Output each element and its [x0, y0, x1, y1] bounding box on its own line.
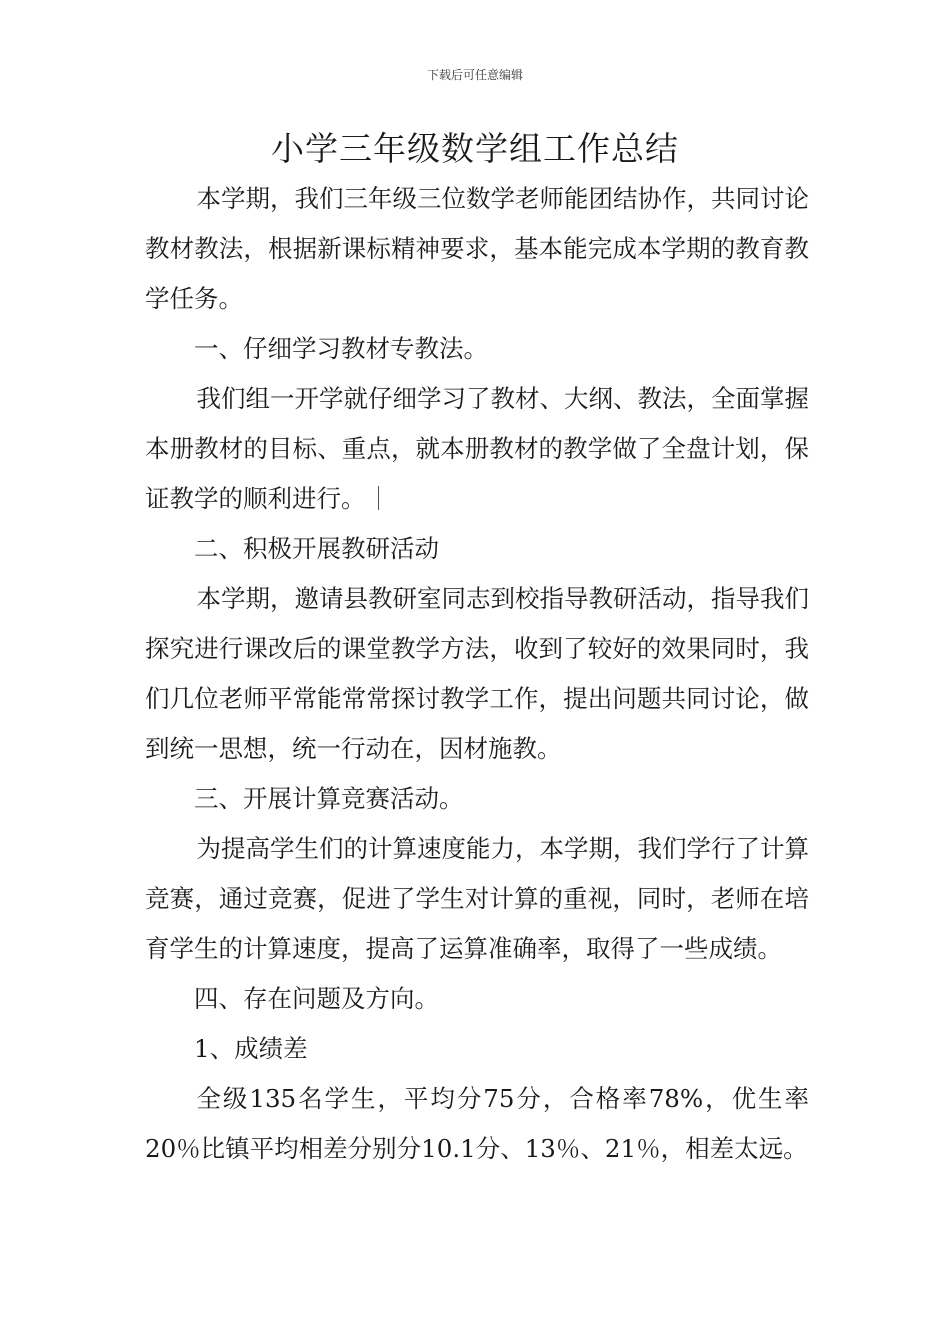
- section-1-paragraph: [145, 374, 809, 524]
- header-note: 下载后可任意编辑: [426, 68, 523, 82]
- section-2-heading: 二、积极开展教研活动: [194, 534, 439, 563]
- section-1-text: 我们组一开学就仔细学习了教材、大纲、教法，全面掌握本册教材的目标、重点，就本册教材的教学做了全盘计划，保证教学的顺利进行。: [145, 384, 809, 513]
- section-2-paragraph: 本学期，邀请县教研室同志到校指导教研活动，指导我们探究进行课改后的课堂教学方法，收到了较好的效果同时，我们几位老师平常能常常探讨教学工作，提出问题共同讨论，做到统一思想，统一行动在，因材施教。: [145, 584, 809, 763]
- subsection-1-paragraph: 全级135名学生，平均分75分，合格率78%，优生率20％比镇平均相差分别分10.1分、13％、21％，相差太远。: [145, 1084, 809, 1163]
- text-cursor: [378, 486, 379, 510]
- section-1-heading: 一、仔细学习教材专教法。: [194, 334, 488, 363]
- section-3-heading: 三、开展计算竞赛活动。: [194, 784, 464, 813]
- subsection-1-heading: 1、成绩差: [194, 1034, 308, 1063]
- document-title: 小学三年级数学组工作总结: [271, 129, 679, 168]
- intro-paragraph: 本学期，我们三年级三位数学老师能团结协作，共同讨论教材教法，根据新课标精神要求，基本能完成本学期的教育教学任务。: [145, 184, 809, 313]
- section-4-heading: 四、存在问题及方向。: [194, 984, 439, 1013]
- document-body: [145, 174, 809, 1174]
- section-3-paragraph: 为提高学生们的计算速度能力，本学期，我们学行了计算竞赛，通过竞赛，促进了学生对计算的重视，同时，老师在培育学生的计算速度，提高了运算准确率，取得了一些成绩。: [145, 834, 809, 963]
